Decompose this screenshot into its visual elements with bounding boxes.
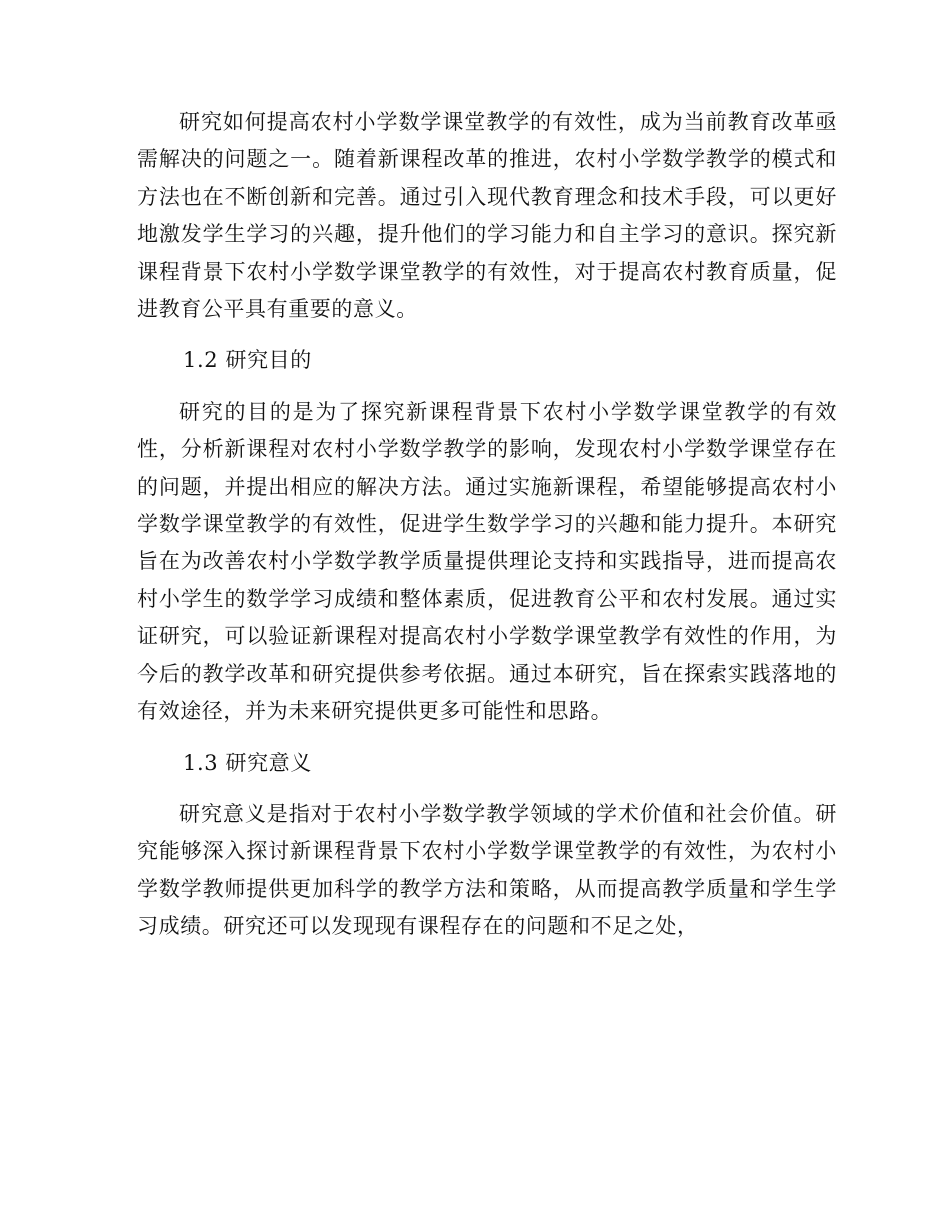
paragraph-background: 研究如何提高农村小学数学课堂教学的有效性，成为当前教育改革亟需解决的问题之一。随着新课程改革的推进，农村小学数学教学的模式和方法也在不断创新和完善。通过引入现代教育理念和技术手段，可以更好地激发学生学习的兴趣，提升他们的学习能力和自主学习的意识。探究新课程背景下农村小学数学课堂教学的有效性，对于提高农村教育质量，促进教育公平具有重要的意义。 xyxy=(137,110,837,322)
document-body xyxy=(137,104,837,946)
section-heading-1-3: 1.3 研究意义 xyxy=(183,750,312,775)
paragraph-research-significance: 研究意义是指对于农村小学数学教学领域的学术价值和社会价值。研究能够深入探讨新课程背景下农村小学数学课堂教学的有效性，为农村小学数学教师提供更加科学的教学方法和策略，从而提高教学质量和学生学习成绩。研究还可以发现现有课程存在的问题和不足之处， xyxy=(137,801,837,939)
section-heading-1-2: 1.2 研究目的 xyxy=(183,348,312,373)
paragraph-research-purpose: 研究的目的是为了探究新课程背景下农村小学数学课堂教学的有效性，分析新课程对农村小学数学教学的影响，发现农村小学数学课堂存在的问题，并提出相应的解决方法。通过实施新课程，希望能够提高农村小学数学课堂教学的有效性，促进学生数学学习的兴趣和能力提升。本研究旨在为改善农村小学数学教学质量提供理论支持和实践指导，进而提高农村小学生的数学学习成绩和整体素质，促进教育公平和农村发展。通过实证研究，可以验证新课程对提高农村小学数学课堂教学有效性的作用，为今后的教学改革和研究提供参考依据。通过本研究，旨在探索实践落地的有效途径，并为未来研究提供更多可能性和思路。 xyxy=(137,399,837,724)
